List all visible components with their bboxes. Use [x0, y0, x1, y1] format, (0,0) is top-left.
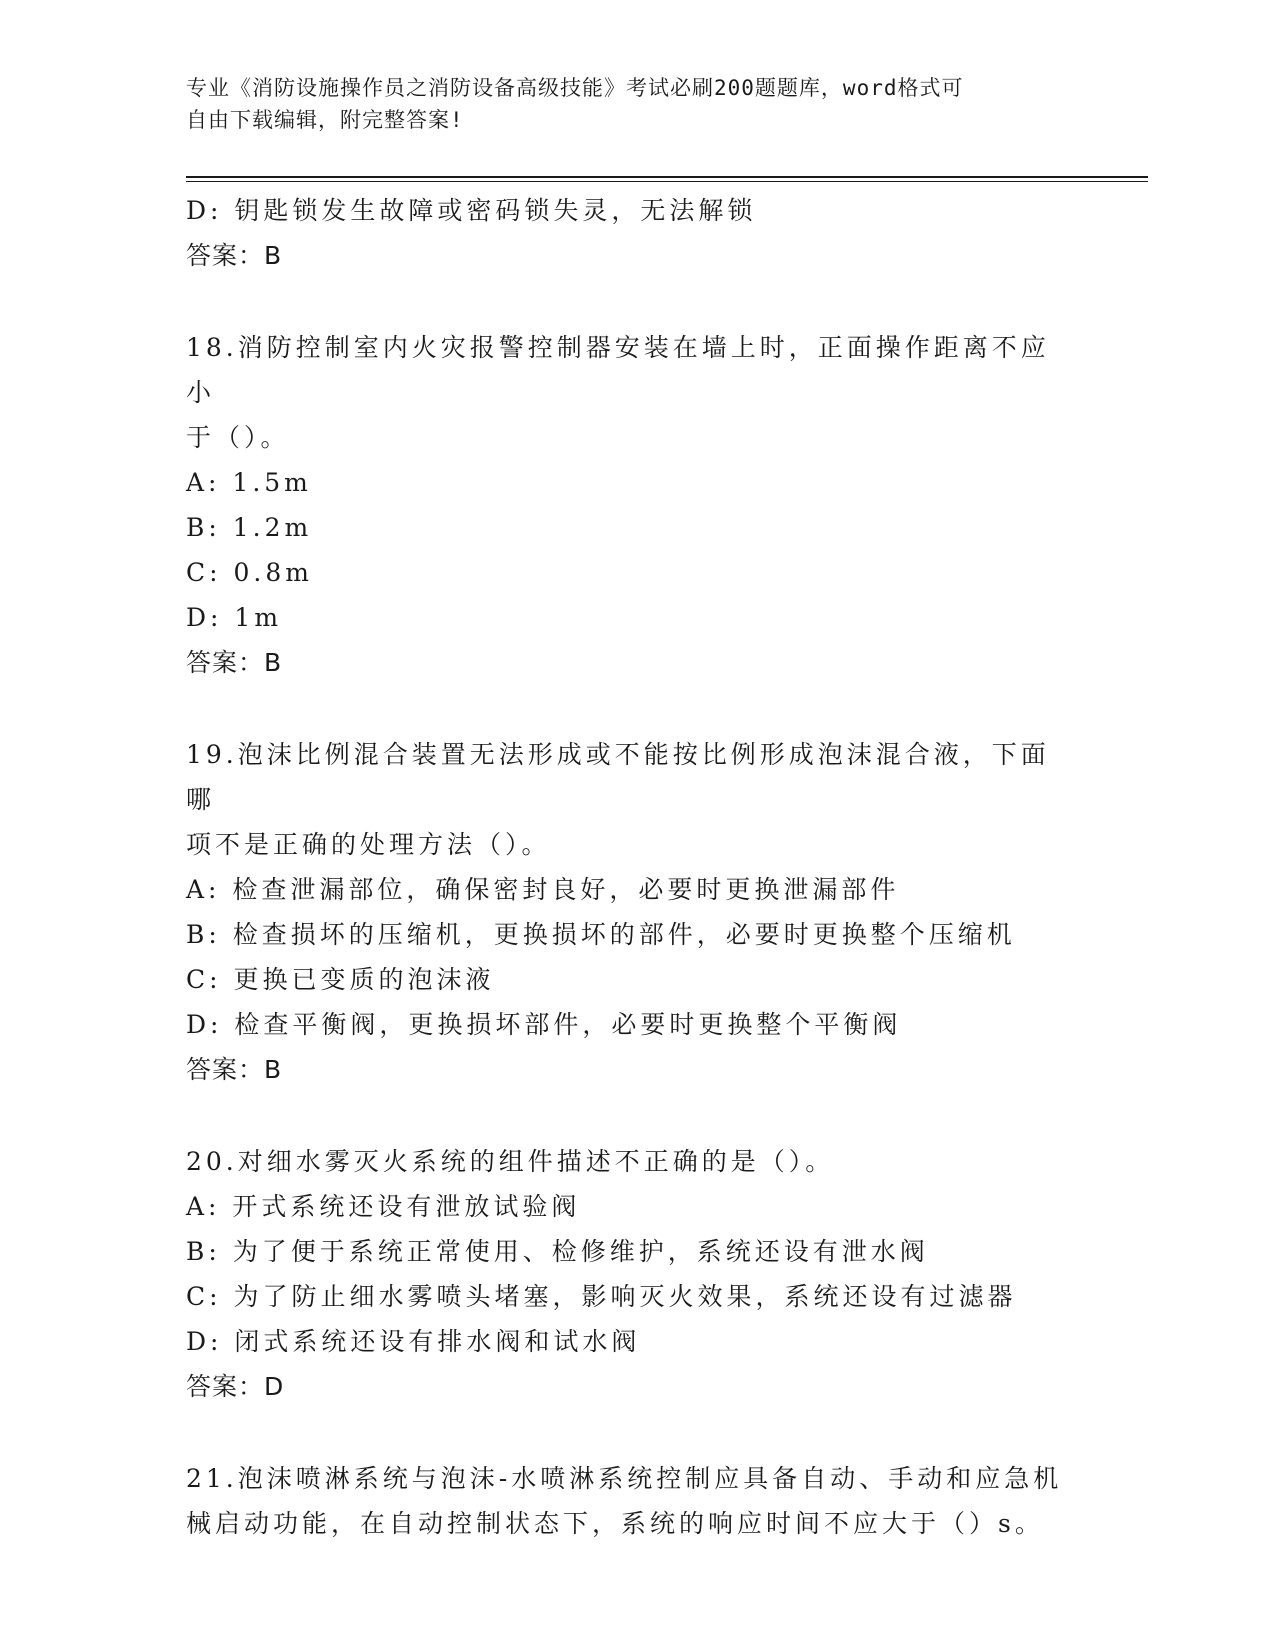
option-c: C: 为了防止细水雾喷头堵塞，影响灭火效果，系统还设有过滤器	[186, 1282, 1017, 1311]
option-d: D: 1m	[186, 603, 283, 632]
option-a: A: 1.5m	[186, 468, 312, 497]
question-21	[186, 1456, 1066, 1546]
option-c: C: 更换已变质的泡沫液	[186, 965, 495, 994]
option-d: D: 检查平衡阀，更换损坏部件，必要时更换整个平衡阀	[186, 1010, 902, 1039]
question-text-cont: 于（）。	[186, 423, 290, 452]
question-19	[186, 732, 1066, 1092]
header-line-2: 自由下载编辑，附完整答案!	[186, 108, 464, 132]
question-text: 19.泡沫比例混合装置无法形成或不能按比例形成泡沫混合液，下面哪	[186, 740, 1050, 814]
question-text-cont: 械启动功能，在自动控制状态下，系统的响应时间不应大于（）s。	[186, 1509, 1044, 1538]
question-text-cont: 项不是正确的处理方法（）。	[186, 830, 551, 859]
answer-line: 答案：D	[186, 1372, 285, 1401]
header-line-1: 专业《消防设施操作员之消防设备高级技能》考试必刷200题题库，word格式可	[186, 76, 964, 100]
question-text: 20.对细水雾灭火系统的组件描述不正确的是（）。	[186, 1147, 835, 1176]
option-c: C: 0.8m	[186, 558, 313, 587]
answer-line: 答案：B	[186, 241, 283, 270]
document-body	[186, 188, 1066, 1546]
question-20	[186, 1139, 1066, 1409]
answer-line: 答案：B	[186, 648, 283, 677]
option-d: D: 钥匙锁发生故障或密码锁失灵，无法解锁	[186, 196, 757, 225]
question-18	[186, 325, 1066, 685]
question-text: 18.消防控制室内火灾报警控制器安装在墙上时，正面操作距离不应小	[186, 333, 1050, 407]
header-rule-thin	[186, 181, 1148, 182]
question-17-tail	[186, 188, 1066, 278]
option-d: D: 闭式系统还设有排水阀和试水阀	[186, 1327, 641, 1356]
option-b: B: 为了便于系统正常使用、检修维护，系统还设有泄水阀	[186, 1237, 929, 1266]
option-a: A: 检查泄漏部位，确保密封良好，必要时更换泄漏部件	[186, 875, 900, 904]
option-a: A: 开式系统还设有泄放试验阀	[186, 1192, 581, 1221]
option-b: B: 检查损坏的压缩机，更换损坏的部件，必要时更换整个压缩机	[186, 920, 1016, 949]
header-rule-thick	[186, 176, 1148, 178]
question-text: 21.泡沫喷淋系统与泡沫-水喷淋系统控制应具备自动、手动和应急机	[186, 1464, 1063, 1493]
option-b: B: 1.2m	[186, 513, 313, 542]
answer-line: 答案：B	[186, 1055, 283, 1084]
document-header	[186, 72, 1066, 136]
